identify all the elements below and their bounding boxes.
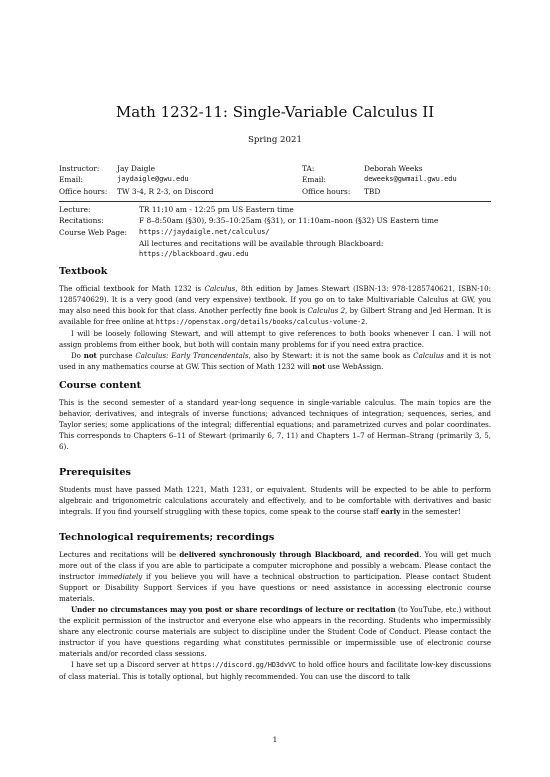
course-web-link[interactable]: https://jaydaigle.net/calculus/ — [139, 227, 270, 236]
instructor-email[interactable]: jaydaigle@gwu.edu — [117, 175, 189, 184]
ta-email[interactable]: deweeks@gwmail.gwu.edu — [364, 175, 457, 184]
ta-email-label: Email: — [302, 175, 327, 185]
tech-paragraph-3: I have set up a Discord server at https://discord.gg/HD3dvVC to hold office hours and facilitate low-key discussions of class material. This is totally optional, but highly recommended. You can use the discord to talk — [59, 660, 491, 681]
recitations-time: F 8–8:50am (§30), 9:35–10:25am (§31), or 11:10am–noon (§32) US Eastern time — [139, 216, 439, 226]
instructor-email-label: Email: — [59, 175, 84, 185]
ta-office-hours: TBD — [364, 186, 381, 196]
openstax-link[interactable]: https://openstax.org/details/books/calculus-volume-2 — [155, 318, 366, 326]
content-body — [59, 397, 491, 452]
ta-name: Deborah Weeks — [364, 164, 423, 173]
page-title: Math 1232-11: Single-Variable Calculus II — [115, 103, 435, 121]
tech-body — [59, 549, 491, 682]
page-number: 1 — [272, 735, 278, 744]
instructor-name: Jay Daigle — [117, 164, 156, 173]
ta-office-label: Office hours: — [302, 186, 351, 196]
web-label: Course Web Page: — [59, 227, 128, 237]
prereq-paragraph: Students must have passed Math 1221, Math 1231, or equivalent. Students will be expected to be able to perform algebraic and trigonometric calculations accurately and effectively, and to be comfortable with derivatives and basic integrals. If you find yourself struggling with these topics, come speak to the course staff early in the semester! — [59, 485, 491, 516]
content-paragraph: This is the second semester of a standard year-long sequence in single-variable calculus. The main topics are the behavior, derivatives, and integrals of inverse functions; advanced techniques of integration; sequences, series, and Taylor series; some applications of the integral; differential equations; and parametrized curves and polar coordinates. This corresponds to Chapters 6–11 of Stewart (primarily 6, 7, 11) and Chapters 1–7 of Herman–Strang (primarily 3, 5, 6). — [59, 398, 491, 451]
textbook-paragraph-3: Do not purchase Calculus: Early Trancendentals, also by Stewart: it is not the same book as Calculus and it is not used in any mathematics course at GW. This section of Math 1232 will not use WebAssign. — [59, 351, 492, 371]
blackboard-note: All lectures and recitations will be available through Blackboard: — [139, 238, 384, 248]
instructor-office-label: Office hours: — [59, 186, 108, 196]
content-heading: Course content — [59, 380, 142, 391]
discord-link[interactable]: https://discord.gg/HD3dvVC — [191, 661, 297, 669]
ta-label: TA: — [302, 164, 315, 173]
textbook-paragraph-2: I will be loosely following Stewart, and will attempt to give references to both books whenever I can. I will not assign problems from either book, but both will contain many problems for if you need extra practice. — [59, 329, 491, 349]
instructor-label: Instructor: — [59, 164, 100, 173]
tech-paragraph-2: Under no circumstances may you post or share recordings of lecture or recitation (to YouTube, etc.) without the explicit permission of the instructor and everyone else who appears in the recording. Students who impermissibly share any electronic course materials are subject to discipline under the Student Code of Conduct. Please contact the instructor if you have questions regarding what constitutes permissible or impermissible use of electronic course materials and/or recorded class sessions. — [59, 605, 491, 658]
textbook-body — [59, 283, 491, 372]
lecture-time: TR 11:10 am - 12:25 pm US Eastern time — [139, 205, 294, 214]
instructor-office-hours: TW 3-4, R 2-3, on Discord — [117, 186, 214, 196]
prereq-body — [59, 484, 491, 517]
blackboard-link[interactable]: https://blackboard.gwu.edu — [139, 250, 249, 259]
tech-paragraph-1: Lectures and recitations will be delivered synchronously through Blackboard, and recorded. You will get much more out of the class if you are able to participate a computer microphone and possibly a webcam. Please contact the instructor immediately if you believe you will have a technical obstruction to participation. Please contact Student Support or Disability Support Services if you have questions or need assistance in accessing electronic course materials. — [59, 550, 491, 603]
textbook-heading: Textbook — [59, 266, 108, 277]
divider — [59, 201, 491, 202]
term-label: Spring 2021 — [248, 135, 302, 145]
tech-heading: Technological requirements; recordings — [59, 532, 275, 543]
prereq-heading: Prerequisites — [59, 467, 131, 478]
recitations-label: Recitations: — [59, 216, 104, 226]
lecture-label: Lecture: — [59, 205, 91, 214]
textbook-paragraph-1: The official textbook for Math 1232 is Calculus, 8th edition by James Stewart (ISBN-13: 978-1285740621, ISBN-10: 1285740629). It is a very good (and very expensive) textbook. If you go on to take Multivariable Calculus at GW, you may also need this book for that class. Another perfectly fine book is Calculus 2, by Gilbert Strang and Jed Herman. It is available for free online at https://openstax.org/details/books/calculus-volume-2. — [59, 284, 491, 326]
